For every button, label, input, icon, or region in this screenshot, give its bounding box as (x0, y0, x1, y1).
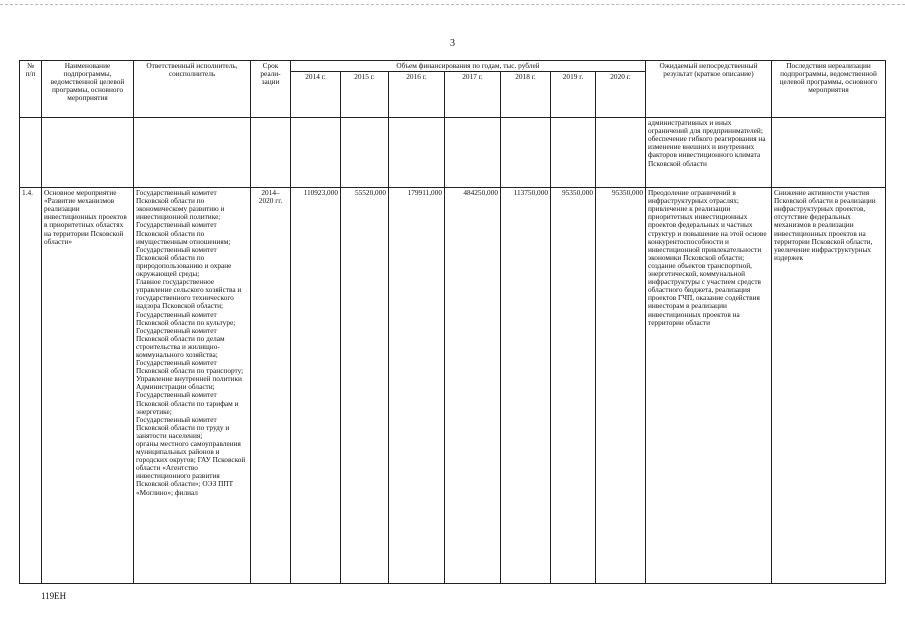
header-consequences: Последствия нереализации подпрограммы, ведомственной целевой программы, основного мероприятия (772, 61, 886, 118)
header-funding: Объем финансирования по годам, тыс. рублей (291, 61, 646, 72)
header-num: № п/п (20, 61, 42, 118)
value-2016: 179911,000 (389, 188, 445, 584)
value-2018: 113750,000 (501, 188, 551, 584)
row-name: Основное мероприятие «Развитие механизмов реализации инвестиционных проектов в приоритетных областях на территории Псковской области» (42, 188, 134, 584)
header-result: Ожидаемый непосредственный результат (краткое описание) (646, 61, 772, 118)
header-year-2017: 2017 г. (445, 72, 501, 118)
program-table (19, 60, 886, 584)
page-number: 3 (450, 38, 455, 49)
scan-edge-line (0, 4, 905, 5)
row-executor: Государственный комитет Псковской области по экономическому развитию и инвестиционной политике; Государственный комитет Псковской области по имущественным отношениям; Государственный комитет Псковской области по природопользованию и охране окружающей среды; Главное государственное управление сельского хозяйства и государственного технического надзора Псковской области; Государственный комитет Псковской области по культуре; Государственный комитет Псковской области по делам строительства и жилищно-коммунального хозяйства; Государственный комитет Псковской области по транспорту; Управление внутренней политики Администрации области; Государственный комитет Псковской области по тарифам и энергетике; Государственный комитет Псковской области по труду и занятости населения; органы местного самоуправления муниципальных районов и городских округов; ГАУ Псковской области «Агентство инвестиционного развития Псковской области»; ОЭЗ ППТ «Моглино»; филиал (134, 188, 251, 584)
row-consequences: Снижение активности участия Псковской области в реализации инфраструктурных проектов, отсутствие федеральных механизмов в реализации инвестиционных проектов на территории Псковской области, увеличение инфраструктурных издержек (772, 188, 886, 584)
header-executor: Ответственный исполнитель, соисполнитель (134, 61, 251, 118)
header-term: Срок реали- зации (251, 61, 291, 118)
value-2017: 484250,000 (445, 188, 501, 584)
value-2014: 110923,000 (291, 188, 341, 584)
value-2020: 95350,000 (596, 188, 646, 584)
header-year-2019: 2019 г. (551, 72, 596, 118)
continuation-result: административных и иных ограничений для предпринимателей; обеспечение гибкого реагирования на изменение внешних и внутренних факторов инвестиционного климата Псковской области (646, 118, 772, 188)
table-row (20, 118, 886, 188)
value-2019: 95350,000 (551, 188, 596, 584)
header-year-2014: 2014 г. (291, 72, 341, 118)
header-name: Наименование подпрограммы, ведомственной целевой программы, основного мероприятия (42, 61, 134, 118)
row-result: Преодоление ограничений в инфраструктурных отраслях; привлечение к реализации приоритетных инвестиционных проектов федеральных и частных структур и повышение на этой основе конкурентоспособности и инвестиционной привлекательности экономики Псковской области; создание объектов транспортной, энергетической, коммунальной инфраструктуры с участием средств областного бюджета, реализация проектов ГЧП, оказание содействия инвесторам в реализации инвестиционных проектов на территории области (646, 188, 772, 584)
value-2015: 55520,000 (341, 188, 389, 584)
table-row (20, 188, 886, 584)
header-year-2016: 2016 г. (389, 72, 445, 118)
header-year-2015: 2015 г. (341, 72, 389, 118)
row-term: 2014– 2020 гг. (251, 188, 291, 584)
header-year-2020: 2020 г. (596, 72, 646, 118)
footer-code: 119ЕН (41, 591, 67, 601)
header-year-2018: 2018 г. (501, 72, 551, 118)
row-num: 1.4. (20, 188, 42, 584)
